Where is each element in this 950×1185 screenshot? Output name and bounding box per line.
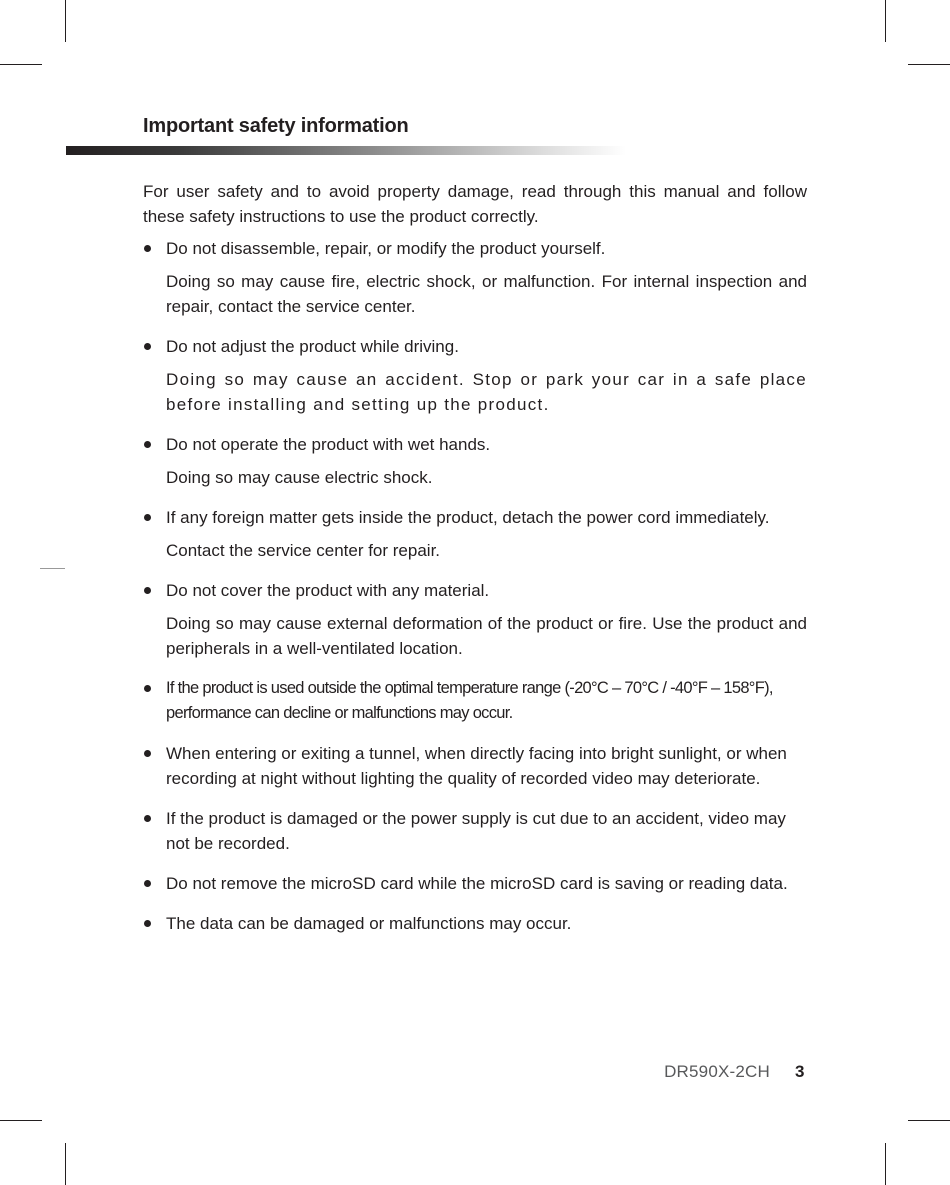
page-content	[143, 179, 807, 936]
crop-mark	[0, 64, 42, 65]
list-item	[143, 578, 807, 661]
crop-mark	[65, 0, 66, 42]
list-item	[143, 911, 807, 936]
list-item	[143, 432, 807, 490]
list-item	[143, 236, 807, 319]
footer-model-name: DR590X-2CH	[664, 1062, 770, 1081]
list-item	[143, 676, 807, 726]
crop-mark	[908, 1120, 950, 1121]
list-item	[143, 806, 807, 856]
section-title: Important safety information	[143, 115, 409, 137]
crop-mark	[0, 1120, 42, 1121]
bullet-icon	[144, 441, 151, 448]
item-title: Do not disassemble, repair, or modify the product yourself.	[166, 239, 606, 258]
crop-mark	[908, 64, 950, 65]
item-description: Doing so may cause fire, electric shock, or malfunction. For internal inspection and repair, contact the service center.	[166, 272, 807, 316]
safety-list	[143, 236, 807, 936]
item-title: Do not operate the product with wet hands.	[166, 435, 491, 454]
item-title: If the product is used outside the optimal temperature range (-20°C – 70°C / -40°F – 158°F), performance can decline or malfunctions may occur.	[166, 679, 773, 722]
page-number: 3	[795, 1062, 805, 1081]
item-description: Doing so may cause an accident. Stop or park your car in a safe place before installing and setting up the product.	[166, 370, 807, 414]
crop-mark	[885, 0, 886, 42]
intro-paragraph: For user safety and to avoid property damage, read through this manual and follow these safety instructions to use the product correctly.	[143, 182, 807, 226]
crop-mark	[65, 1143, 66, 1185]
title-gradient-bar	[66, 146, 626, 155]
bullet-icon	[144, 815, 151, 822]
list-item	[143, 741, 807, 791]
list-item	[143, 505, 807, 563]
item-title: Do not remove the microSD card while the microSD card is saving or reading data.	[166, 874, 788, 893]
item-title: If any foreign matter gets inside the product, detach the power cord immediately.	[166, 508, 770, 527]
bullet-icon	[144, 920, 151, 927]
bullet-icon	[144, 245, 151, 252]
bullet-icon	[144, 750, 151, 757]
item-title: Do not cover the product with any material.	[166, 581, 490, 600]
bullet-icon	[144, 880, 151, 887]
bullet-icon	[144, 514, 151, 521]
item-description: Doing so may cause electric shock.	[166, 468, 433, 487]
item-description: Contact the service center for repair.	[166, 541, 441, 560]
item-title: If the product is damaged or the power supply is cut due to an accident, video may not be recorded.	[166, 809, 786, 853]
crop-mark	[885, 1143, 886, 1185]
item-description: Doing so may cause external deformation of the product or fire. Use the product and peripherals in a well-ventilated location.	[166, 614, 807, 658]
item-title: When entering or exiting a tunnel, when directly facing into bright sunlight, or when recording at night without lighting the quality of recorded video may deteriorate.	[166, 744, 787, 788]
item-title: The data can be damaged or malfunctions may occur.	[166, 914, 572, 933]
bullet-icon	[144, 587, 151, 594]
bullet-icon	[144, 685, 151, 692]
crop-mark	[40, 568, 65, 569]
bullet-icon	[144, 343, 151, 350]
item-title: Do not adjust the product while driving.	[166, 337, 459, 356]
list-item	[143, 871, 807, 896]
list-item	[143, 334, 807, 417]
